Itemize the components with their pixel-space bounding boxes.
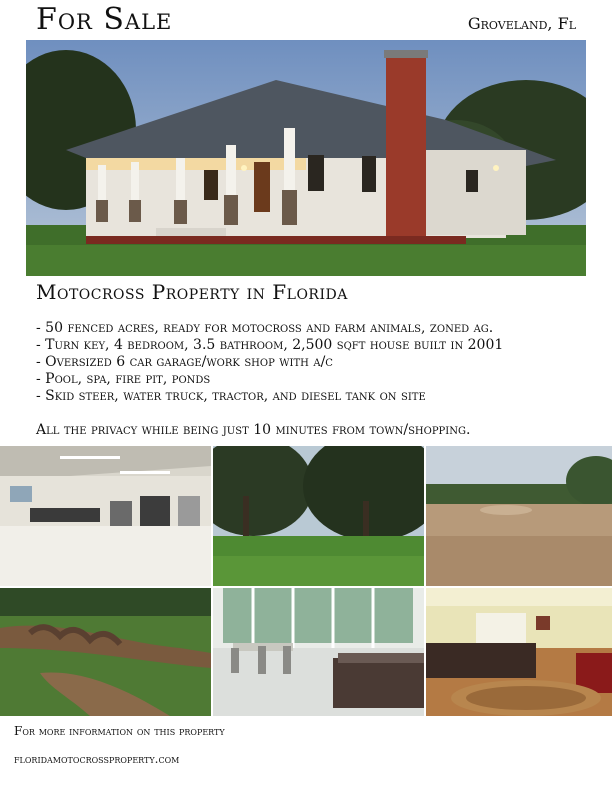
listing-tagline: All the privacy while being just 10 minutes from town/shopping. xyxy=(36,422,471,438)
page-title: For Sale xyxy=(36,2,173,37)
dirt-field-photo xyxy=(426,446,612,586)
feature-item: - Skid steer, water truck, tractor, and diesel tank on site xyxy=(36,388,426,404)
feature-item: - 50 fenced acres, ready for motocross and farm animals, zoned ag. xyxy=(36,320,494,336)
garage-photo xyxy=(0,446,211,586)
feature-item: - Pool, spa, fire pit, ponds xyxy=(36,371,211,387)
hero-photo xyxy=(26,40,586,276)
motocross-track-photo xyxy=(0,588,211,716)
website-link[interactable]: floridamotocrossproperty.com xyxy=(14,752,180,766)
footer-info: For more information on this property xyxy=(14,724,225,738)
feature-item: - Turn key, 4 bedroom, 3.5 bathroom, 2,500 sqft house built in 2001 xyxy=(36,337,504,353)
living-room-photo xyxy=(426,588,612,716)
pool-enclosure-photo xyxy=(213,588,424,716)
feature-item: - Oversized 6 car garage/work shop with a/c xyxy=(36,354,333,370)
oak-trees-photo xyxy=(213,446,424,586)
location-label: Groveland, Fl xyxy=(467,14,576,33)
listing-headline: Motocross Property in Florida xyxy=(36,280,348,304)
feature-list xyxy=(36,320,503,405)
photo-gallery xyxy=(0,446,612,716)
